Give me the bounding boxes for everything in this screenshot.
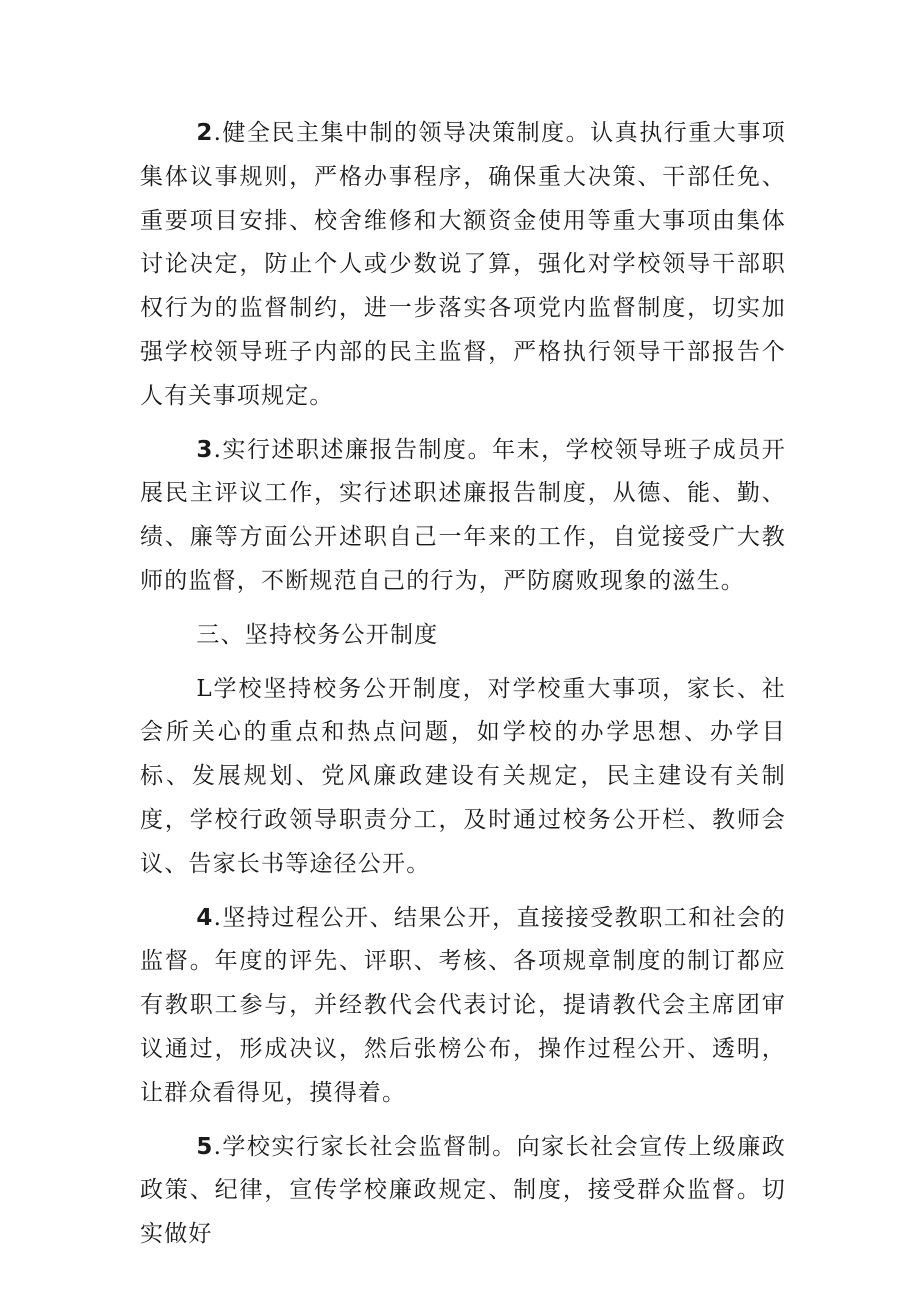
document-page <box>140 112 786 1257</box>
item-number: 3 <box>196 436 214 463</box>
paragraph-item-5 <box>140 1126 786 1257</box>
paragraph-item-3 <box>140 429 786 604</box>
paragraph-text: .健全民主集中制的领导决策制度。认真执行重大事项集体议事规则，严格办事程序，确保重大决策、干部任免、重要项目安排、校舍维修和大额资金使用等重大事项由集体讨论决定，防止个人或少数说了算，强化对学校领导干部职权行为的监督制约，进一步落实各项党内监督制度，切实加强学校领导班子内部的民主监督，严格执行领导干部报告个人有关事项规定。 <box>140 120 786 409</box>
item-number: 4 <box>196 904 214 931</box>
paragraph-item-1 <box>140 668 786 887</box>
item-number: 2 <box>196 120 214 146</box>
paragraph-item-2 <box>140 112 786 419</box>
paragraph-text: .坚持过程公开、结果公开，直接接受教职工和社会的监督。年度的评先、评职、考核、各项规章制度的制订都应有教职工参与，并经教代会代表讨论，提请教代会主席团审议通过，形成决议，然后张榜公布，操作过程公开、透明，让群众看得见，摸得着。 <box>140 904 786 1106</box>
section-heading: 三、坚持校务公开制度 <box>196 621 439 648</box>
paragraph-text: .实行述职述廉报告制度。年末，学校领导班子成员开展民主评议工作，实行述职述廉报告制度，从德、能、勤、绩、廉等方面公开述职自己一年来的工作，自觉接受广大教师的监督，不断规范自己的行为，严防腐败现象的滋生。 <box>140 436 786 594</box>
item-number: L <box>196 675 213 702</box>
paragraph-text: .学校实行家长社会监督制。向家长社会宣传上级廉政政策、纪律，宣传学校廉政规定、制度，接受群众监督。切实做好 <box>140 1133 786 1248</box>
paragraph-item-4 <box>140 897 786 1116</box>
item-number: 5 <box>196 1133 214 1160</box>
paragraph-text: 学校坚持校务公开制度，对学校重大事项，家长、社会所关心的重点和热点问题，如学校的办学思想、办学目标、发展规划、党风廉政建设有关规定，民主建设有关制度，学校行政领导职责分工，及时通过校务公开栏、教师会议、告家长书等途径公开。 <box>140 675 786 877</box>
